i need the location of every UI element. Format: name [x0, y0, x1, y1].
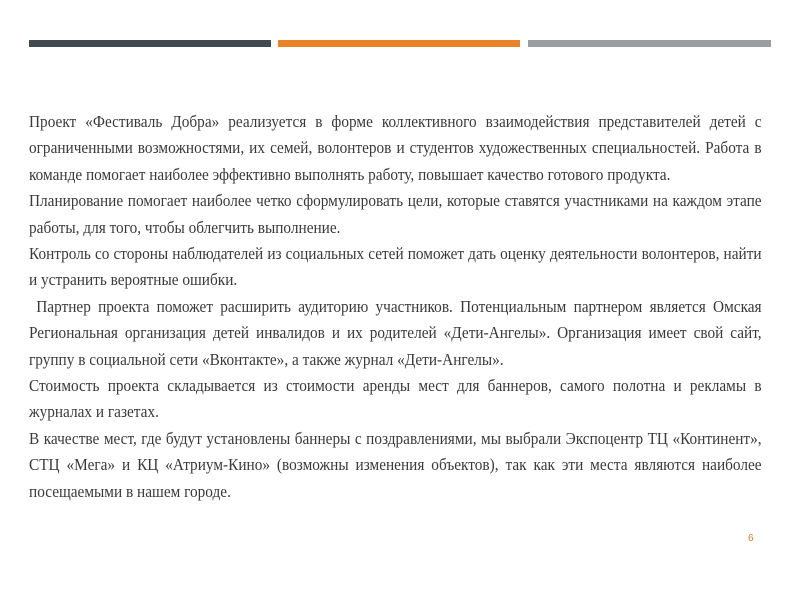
- paragraph-cost: Стоимость проекта складывается из стоимости аренды мест для баннеров, самого полотна и рекламы в журналах и газетах.: [29, 376, 762, 422]
- paragraph-planning: Планирование помогает наиболее четко сформулировать цели, которые ставятся участниками на каждом этапе работы, для того, чтобы облегчить выполнение.: [29, 191, 762, 237]
- page-number: 6: [748, 533, 754, 544]
- paragraph-control: Контроль со стороны наблюдателей из социальных сетей поможет дать оценку деятельности волонтеров, найти и устранить вероятные ошибки.: [29, 244, 762, 290]
- slide-body-text: [29, 109, 766, 505]
- paragraph-project-form: Проект «Фестиваль Добра» реализуется в форме коллективного взаимодействия представителей детей с ограниченными возможностями, их семей, волонтеров и студентов художественных специальностей. Работа в команде помогает наиболее эффективно выполнять работу, повышает качество готового продукта.: [29, 112, 762, 184]
- header-bar-gray: [528, 40, 771, 47]
- header-bar-orange: [278, 40, 520, 47]
- header-bar-dark: [29, 40, 271, 47]
- paragraph-partner: Партнер проекта поможет расширить аудиторию участников. Потенциальным партнером является Омская Региональная организация детей инвалидов и их родителей «Дети-Ангелы». Организация имеет свой сайт, группу в социальной сети «Вконтакте», а также журнал «Дети-Ангелы».: [29, 296, 766, 369]
- paragraph-banner-locations: В качестве мест, где будут установлены баннеры с поздравлениями, мы выбрали Экспоцентр ТЦ «Континент», СТЦ «Мега» и КЦ «Атриум-Кино» (возможны изменения объектов), так как эти места являются наиболее посещаемыми в нашем городе.: [29, 428, 762, 501]
